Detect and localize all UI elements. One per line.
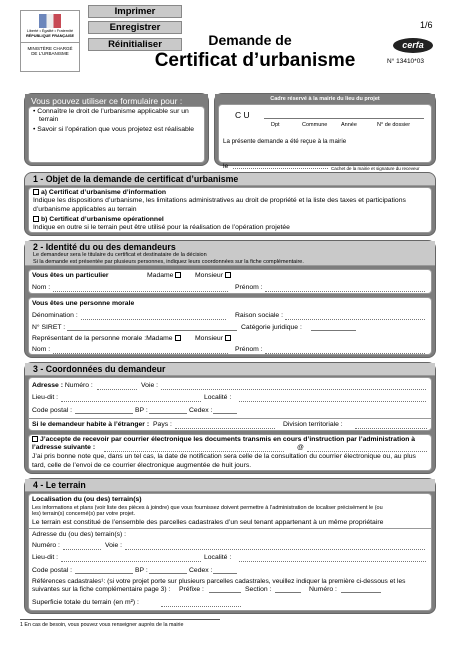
col-dpt: Dpt xyxy=(271,122,280,128)
loc-title: Localisation du (ou des) terrain(s) xyxy=(32,496,142,503)
terrain-lieudit-label: Lieu-dit : xyxy=(32,554,59,561)
superficie-label: Superficie totale du terrain (en m²) : xyxy=(32,599,139,606)
representant-madame-checkbox[interactable] xyxy=(175,335,181,341)
morale-title: Vous êtes une personne morale xyxy=(32,300,135,307)
logo-motto: Liberté • Égalité • Fraternité xyxy=(26,29,74,33)
logo-republic: RÉPUBLIQUE FRANÇAISE xyxy=(25,34,75,38)
morale-box xyxy=(28,297,432,355)
received-date-field[interactable] xyxy=(233,168,328,169)
adresse-label: Adresse : xyxy=(32,382,63,389)
nom2-label: Nom : xyxy=(32,346,51,353)
cp-label: Code postal : xyxy=(32,407,73,414)
loc-note-2: les) terrain(s) concerné(s) par votre projet. xyxy=(32,511,136,517)
section-3-title: 3 - Coordonnées du demandeur xyxy=(25,363,435,376)
option-a-checkbox[interactable] xyxy=(33,189,39,195)
division-field[interactable] xyxy=(355,428,427,429)
col-dossier: N° de dossier xyxy=(377,122,411,128)
mairie-box xyxy=(214,93,436,171)
voie-label: Voie : xyxy=(141,382,159,389)
cedex-field[interactable] xyxy=(213,408,237,414)
section-label: Section : xyxy=(245,586,272,593)
localite-field[interactable] xyxy=(239,401,426,402)
intro-bullet-1: • Connaître le droit de l’urbanisme applicable sur un terrain xyxy=(33,108,189,124)
section-2-note-1: Le demandeur sera le titulaire du certificat et destinataire de la décision xyxy=(33,252,207,258)
localite-label: Localité : xyxy=(204,394,232,401)
terrain-cp-label: Code postal : xyxy=(32,567,73,574)
option-a-text-1: Indique les dispositions d’urbanisme, les limitations administratives au droit de propriété et la liste des taxes et participations xyxy=(33,197,406,205)
numero-label: Numéro : xyxy=(64,382,93,389)
monsieur-option xyxy=(195,272,231,280)
representant-monsieur-option xyxy=(195,335,231,343)
republic-logo xyxy=(20,10,80,72)
lieudit-field[interactable] xyxy=(61,401,201,402)
section-4-title: 4 - Le terrain xyxy=(25,479,435,492)
terrain-divider xyxy=(29,528,431,529)
terrain-numero-field[interactable] xyxy=(63,549,101,550)
representant-option xyxy=(32,335,181,343)
footnote: 1 En cas de besoin, vous pouvez vous renseigner auprès de la mairie xyxy=(20,622,184,628)
logo-ministry-line1: MINISTÈRE CHARGÉ xyxy=(27,46,73,51)
mairie-inner xyxy=(218,104,432,171)
reset-button[interactable]: Réinitialiser xyxy=(88,38,182,51)
col-annee: Année xyxy=(341,122,357,128)
categorie-label: Catégorie juridique : xyxy=(241,324,302,331)
bp-label: BP : xyxy=(135,407,148,414)
section-1-body xyxy=(28,187,432,233)
monsieur-checkbox[interactable] xyxy=(225,272,231,278)
option-a-text-2: d’urbanisme applicables au terrain xyxy=(33,205,137,213)
marianne-icon xyxy=(39,14,61,28)
received-text: La présente demande a été reçue à la mairie xyxy=(223,138,347,145)
prenom2-label: Prénom : xyxy=(235,346,263,353)
madame-option xyxy=(147,272,181,280)
voie-field[interactable] xyxy=(161,389,426,390)
particulier-box xyxy=(28,269,432,294)
prenom-label: Prénom : xyxy=(235,284,263,291)
superficie-field[interactable] xyxy=(161,606,241,607)
terrain-localite-field[interactable] xyxy=(239,561,426,562)
raison-label: Raison sociale : xyxy=(235,312,283,319)
pays-label: Pays : xyxy=(153,421,172,428)
madame-label: Madame xyxy=(147,272,174,279)
section-2-note-2: Si la demande est présentée par plusieurs personnes, indiquez leurs coordonnées sur la fiche complémentaire. xyxy=(33,258,304,265)
monsieur-label: Monsieur xyxy=(195,272,223,279)
option-b-title: b) Certificat d’urbanisme opérationnel xyxy=(41,215,164,223)
bp-field[interactable] xyxy=(149,408,187,414)
footnote-rule xyxy=(20,619,220,620)
nom-field[interactable] xyxy=(53,291,228,292)
logo-ministry xyxy=(21,42,79,56)
le-label: le xyxy=(223,163,229,170)
email-user-field[interactable] xyxy=(104,451,284,452)
section-4 xyxy=(24,478,436,614)
at-sign: @ xyxy=(297,444,304,452)
email-note-1: J’ai pris bonne note que, dans un tel cas, la date de notification sera celle de la consultation du courrier électronique ou, au plus xyxy=(32,453,416,461)
numero-cadastre-label: Numéro : xyxy=(309,586,337,593)
raison-field[interactable] xyxy=(285,319,425,320)
option-a-row xyxy=(33,189,427,197)
cachet-text: Cachet de la mairie et signature du receveur xyxy=(331,166,420,171)
section-1 xyxy=(24,172,436,236)
loc-note-1: Les informations et plans (voir liste des pièces à joindre) que vous fournissez doivent permettre à l’administration de localiser précisément le (ou xyxy=(32,505,383,511)
prenom-field[interactable] xyxy=(265,291,425,292)
page-number: 1/6 xyxy=(420,20,433,30)
etranger-label: Si le demandeur habite à l’étranger : xyxy=(32,421,150,428)
print-button[interactable]: Imprimer xyxy=(88,5,182,18)
page-title-line1: Demande de xyxy=(208,32,292,48)
terrain-cedex-field[interactable] xyxy=(213,568,237,574)
section-3 xyxy=(24,362,436,474)
representant-monsieur-label: Monsieur xyxy=(195,335,223,342)
terrain-adresse-label: Adresse du (ou des) terrain(s) : xyxy=(32,531,127,538)
email-address-label: l’adresse suivante : xyxy=(32,444,96,452)
denomination-field[interactable] xyxy=(81,319,226,320)
terrain-localite-label: Localité : xyxy=(204,554,232,561)
intro-heading: Vous pouvez utiliser ce formulaire pour : xyxy=(25,94,208,108)
intro-bullet-1-text: Connaître le droit de l’urbanisme applicable sur un terrain xyxy=(37,108,189,124)
refs-text-1: Références cadastrales¹: (si votre projet porte sur plusieurs parcelles cadastrales, veuillez indiquer la première ci-dessous et les xyxy=(32,578,406,585)
lieudit-label: Lieu-dit : xyxy=(32,394,59,401)
terrain-bp-field[interactable] xyxy=(149,568,187,574)
prenom2-field[interactable] xyxy=(265,353,425,354)
section-2-title: 2 - Identité du ou des demandeurs xyxy=(33,242,176,252)
address-row xyxy=(32,382,93,390)
terrain-cedex-label: Cedex : xyxy=(189,567,213,574)
intro-bullet-2: • Savoir si l’opération que vous projetez est réalisable xyxy=(33,125,195,133)
ensemble-text: Le terrain est constitué de l’ensemble des parcelles cadastrales d’un seul tenant appartenant à un même propriétaire xyxy=(32,519,384,526)
mairie-heading: Cadre réservé à la mairie du lieu du projet xyxy=(215,94,435,104)
cu-label: C U xyxy=(235,110,250,120)
siret-label: N° SIRET : xyxy=(32,324,66,331)
save-button[interactable]: Enregistrer xyxy=(88,21,182,34)
email-box xyxy=(28,434,432,471)
address-divider xyxy=(29,418,431,419)
terrain-lieudit-field[interactable] xyxy=(61,561,201,562)
terrain-voie-label: Voie : xyxy=(105,542,123,549)
section-2-header xyxy=(25,241,435,266)
madame-checkbox[interactable] xyxy=(175,272,181,278)
logo-ministry-line2: DE L'URBANISME xyxy=(31,51,69,56)
categorie-field[interactable] xyxy=(311,325,356,331)
email-address-row xyxy=(32,444,428,453)
page-title-line2: Certificat d’urbanisme xyxy=(154,50,356,71)
representant-monsieur-checkbox[interactable] xyxy=(225,335,231,341)
prefixe-field[interactable] xyxy=(209,587,241,593)
prefixe-label: Préfixe : xyxy=(179,586,204,593)
email-domain-field[interactable] xyxy=(307,451,427,452)
terrain-voie-field[interactable] xyxy=(125,549,425,550)
option-b-row xyxy=(33,216,427,224)
email-note-2: tard, celle de l’envoi de ce courrier électronique augmentée de huit jours. xyxy=(32,461,252,469)
section-field[interactable] xyxy=(275,587,301,593)
cerfa-number: N° 13410*03 xyxy=(387,58,424,65)
refs-text-2: suivantes sur la fiche complémentaire page 3) : xyxy=(32,586,171,593)
col-commune: Commune xyxy=(302,122,328,128)
terrain-bp-label: BP : xyxy=(135,567,148,574)
intro-list xyxy=(28,106,205,163)
numero-cadastre-field[interactable] xyxy=(341,587,381,593)
numero-field[interactable] xyxy=(97,389,137,390)
email-consent-checkbox[interactable] xyxy=(32,436,38,442)
section-1-title: 1 - Objet de la demande de certificat d’urbanisme xyxy=(25,173,435,186)
nom2-field[interactable] xyxy=(53,353,228,354)
cerfa-logo: cerfa xyxy=(393,38,433,53)
intro-bullet-2-text: Savoir si l’opération que vous projetez est réalisable xyxy=(37,125,195,133)
representant-label: Représentant de la personne morale :Madame xyxy=(32,335,173,342)
particulier-title: Vous êtes un particulier xyxy=(32,272,109,279)
division-label: Division territoriale : xyxy=(283,421,343,428)
cedex-label: Cedex : xyxy=(189,407,213,414)
siret-field[interactable] xyxy=(67,325,237,331)
nom-label: Nom : xyxy=(32,284,51,291)
address-box xyxy=(28,377,432,431)
denomination-label: Dénomination : xyxy=(32,312,78,319)
cp-field[interactable] xyxy=(75,408,133,414)
terrain-box xyxy=(28,493,432,611)
email-consent-text: J’accepte de recevoir par courrier électronique les documents transmis en cours d’instruction par l’administration à xyxy=(40,436,416,443)
section-2 xyxy=(24,240,436,358)
pays-field[interactable] xyxy=(175,428,275,429)
intro-box xyxy=(24,93,209,166)
option-b-text: Indique en outre si le terrain peut être utilisé pour la réalisation de l’opération projetée xyxy=(33,224,290,232)
cu-number-field[interactable] xyxy=(264,118,424,119)
terrain-cp-field[interactable] xyxy=(75,568,133,574)
option-b-checkbox[interactable] xyxy=(33,216,39,222)
terrain-numero-label: Numéro : xyxy=(32,542,60,549)
email-consent-row xyxy=(32,436,428,444)
option-a-title: a) Certificat d’urbanisme d’information xyxy=(41,189,167,196)
